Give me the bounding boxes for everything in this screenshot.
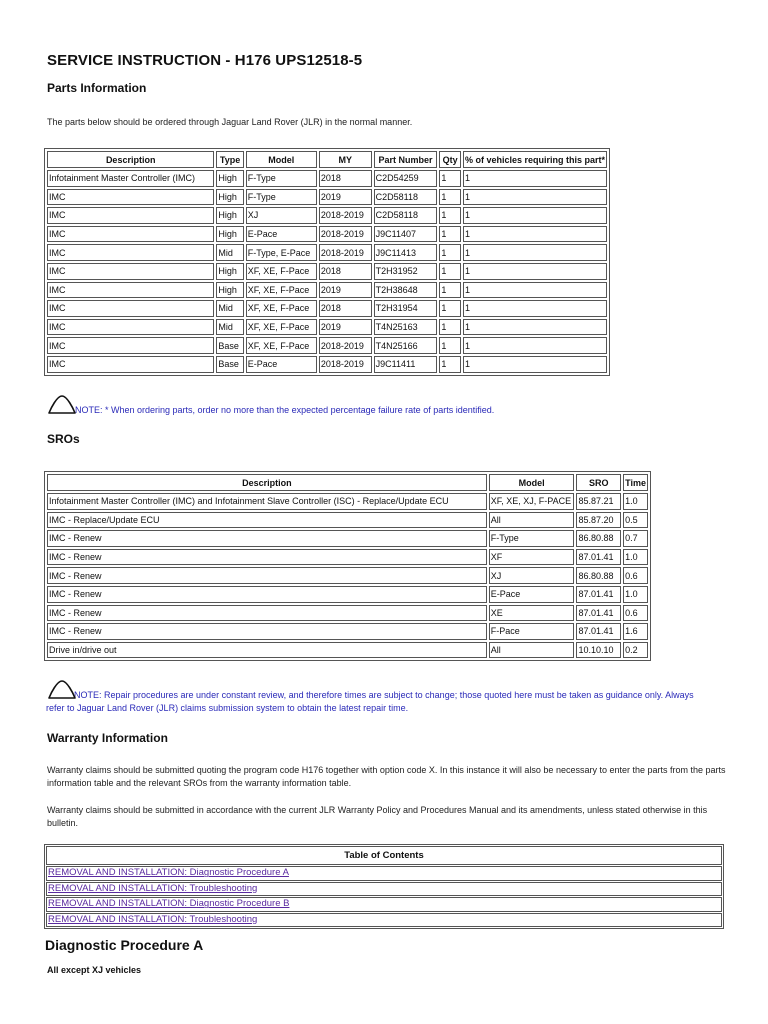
- parts-table-row-cell: 1: [439, 337, 461, 354]
- parts-table-row-cell: IMC: [47, 282, 214, 299]
- sros-table-row-cell: IMC - Renew: [47, 586, 487, 603]
- sros-table-row-cell: F-Pace: [489, 623, 575, 640]
- sros-table-row-cell: IMC - Renew: [47, 605, 487, 622]
- parts-table-header-row: [47, 151, 607, 168]
- parts-col-description: Description: [47, 151, 214, 168]
- parts-table-row-cell: 1: [439, 282, 461, 299]
- parts-table-row-cell: High: [216, 263, 243, 280]
- parts-table-row-cell: IMC: [47, 226, 214, 243]
- parts-table-row: [47, 282, 607, 299]
- parts-table-row-cell: Mid: [216, 244, 243, 261]
- parts-table-row-cell: IMC: [47, 337, 214, 354]
- parts-table-row-cell: High: [216, 207, 243, 224]
- parts-table-row-cell: Mid: [216, 319, 243, 336]
- parts-table-row: [47, 170, 607, 187]
- parts-col-model: Model: [246, 151, 317, 168]
- sros-table-row-cell: Infotainment Master Controller (IMC) and Infotainment Slave Controller (ISC) - Replace/Update ECU: [47, 493, 487, 510]
- parts-table-row-cell: XF, XE, F-Pace: [246, 282, 317, 299]
- parts-table-row-cell: High: [216, 189, 243, 206]
- sros-table-row: [47, 530, 648, 547]
- sros-col-description: Description: [47, 474, 487, 491]
- parts-table-row-cell: Base: [216, 337, 243, 354]
- sros-table-row-cell: IMC - Replace/Update ECU: [47, 512, 487, 529]
- parts-table-row: [47, 337, 607, 354]
- warranty-paragraph-2: Warranty claims should be submitted in accordance with the current JLR Warranty Policy and Procedures Manual and its amendments, unless stated otherwise in this bulletin.: [47, 805, 708, 828]
- sros-table-row-cell: IMC - Renew: [47, 567, 487, 584]
- parts-table-row-cell: F-Type: [246, 170, 317, 187]
- sros-col-model: Model: [489, 474, 575, 491]
- sros-table-row-cell: 87.01.41: [576, 549, 621, 566]
- sros-table-row-cell: All: [489, 512, 575, 529]
- sros-table-row-cell: 85.87.20: [576, 512, 621, 529]
- sros-table-row-cell: 0.6: [623, 605, 648, 622]
- warranty-information-heading: Warranty Information: [47, 731, 168, 745]
- parts-table-row-cell: 2019: [319, 189, 372, 206]
- parts-table-row-cell: 1: [463, 189, 607, 206]
- parts-table-row-cell: Base: [216, 356, 243, 373]
- sros-table-row: [47, 586, 648, 603]
- sros-table-row: [47, 605, 648, 622]
- sros-note: [47, 689, 712, 714]
- parts-col-my: MY: [319, 151, 372, 168]
- parts-table-row-cell: IMC: [47, 300, 214, 317]
- sros-table-row-cell: IMC - Renew: [47, 623, 487, 640]
- sros-table-row-cell: XE: [489, 605, 575, 622]
- parts-table-row-cell: J9C11407: [374, 226, 438, 243]
- sros-table-row-cell: 1.0: [623, 586, 648, 603]
- parts-table-row-cell: 1: [463, 226, 607, 243]
- parts-table-row-cell: IMC: [47, 244, 214, 261]
- parts-table-row-cell: High: [216, 282, 243, 299]
- parts-col-percent: % of vehicles requiring this part*: [463, 151, 607, 168]
- sros-table-row-cell: IMC - Renew: [47, 530, 487, 547]
- parts-table-row: [47, 263, 607, 280]
- parts-table-row-cell: IMC: [47, 207, 214, 224]
- parts-table-row-cell: 1: [439, 207, 461, 224]
- parts-table-row-cell: E-Pace: [246, 356, 317, 373]
- parts-table-row-cell: 1: [463, 263, 607, 280]
- sros-note-text: NOTE: Repair procedures are under constant review, and therefore times are subject to change; those quoted here must be taken as guidance only. Always refer to Jaguar Land Rover (JLR) claims submission system to obtain the latest repair time.: [46, 690, 694, 713]
- parts-table-row-cell: 2018-2019: [319, 337, 372, 354]
- parts-table-row-cell: C2D54259: [374, 170, 438, 187]
- parts-table-row-cell: High: [216, 226, 243, 243]
- parts-information-heading: Parts Information: [47, 81, 147, 95]
- parts-table-row-cell: Infotainment Master Controller (IMC): [47, 170, 214, 187]
- sros-table-row-cell: All: [489, 642, 575, 659]
- sros-table-row-cell: 0.2: [623, 642, 648, 659]
- parts-table-row-cell: 2018: [319, 263, 372, 280]
- parts-table-row-cell: 1: [439, 300, 461, 317]
- sros-table-row-cell: 86.80.88: [576, 530, 621, 547]
- parts-table-row-cell: 2019: [319, 319, 372, 336]
- sros-table-row: [47, 567, 648, 584]
- sros-table-header-row: [47, 474, 648, 491]
- parts-table-row-cell: IMC: [47, 319, 214, 336]
- parts-table-row-cell: 1: [439, 263, 461, 280]
- sros-table-row-cell: 86.80.88: [576, 567, 621, 584]
- sros-table-row-cell: 87.01.41: [576, 586, 621, 603]
- caution-triangle-icon: [47, 679, 77, 701]
- parts-table-row-cell: 1: [463, 282, 607, 299]
- parts-table-row-cell: F-Type, E-Pace: [246, 244, 317, 261]
- parts-table-row: [47, 300, 607, 317]
- sros-table-row-cell: 0.7: [623, 530, 648, 547]
- parts-table-row-cell: T2H38648: [374, 282, 438, 299]
- parts-note-text: NOTE: * When ordering parts, order no more than the expected percentage failure rate of parts identified.: [75, 405, 495, 415]
- parts-table-row-cell: XF, XE, F-Pace: [246, 319, 317, 336]
- parts-table-row-cell: 1: [439, 356, 461, 373]
- parts-table-row-cell: F-Type: [246, 189, 317, 206]
- parts-table-row-cell: 1: [463, 170, 607, 187]
- parts-table-row-cell: 1: [439, 244, 461, 261]
- parts-table-row-cell: T2H31952: [374, 263, 438, 280]
- sros-table-row-cell: XF: [489, 549, 575, 566]
- sros-table-row-cell: 1.0: [623, 493, 648, 510]
- sros-col-sro: SRO: [576, 474, 621, 491]
- parts-table-row-cell: E-Pace: [246, 226, 317, 243]
- sros-table-row-cell: IMC - Renew: [47, 549, 487, 566]
- parts-table-row-cell: 2018-2019: [319, 207, 372, 224]
- parts-table-row-cell: High: [216, 170, 243, 187]
- parts-table-row: [47, 189, 607, 206]
- parts-table-row-cell: 2018: [319, 300, 372, 317]
- parts-table-row-cell: 1: [439, 170, 461, 187]
- sros-table-row: [47, 623, 648, 640]
- sros-table-row-cell: 87.01.41: [576, 623, 621, 640]
- sros-table-row: [47, 512, 648, 529]
- sros-table-body: [47, 493, 648, 658]
- parts-table-row-cell: IMC: [47, 189, 214, 206]
- parts-table-row: [47, 244, 607, 261]
- sros-table-row-cell: 0.5: [623, 512, 648, 529]
- toc-link-troubleshooting-2[interactable]: REMOVAL AND INSTALLATION: Troubleshooting: [48, 913, 258, 925]
- parts-table-row-cell: 1: [463, 337, 607, 354]
- parts-table-row-cell: 2018-2019: [319, 244, 372, 261]
- sros-table-row-cell: 0.6: [623, 567, 648, 584]
- table-of-contents: [44, 844, 724, 929]
- diagnostic-procedure-a-heading: Diagnostic Procedure A: [45, 937, 204, 953]
- parts-table-row-cell: Mid: [216, 300, 243, 317]
- parts-table-row-cell: 1: [463, 356, 607, 373]
- parts-table-body: [47, 170, 607, 373]
- parts-table-row-cell: IMC: [47, 263, 214, 280]
- parts-note: [47, 404, 712, 417]
- parts-table-row-cell: 1: [463, 319, 607, 336]
- parts-table-row-cell: C2D58118: [374, 207, 438, 224]
- parts-table-row: [47, 226, 607, 243]
- sros-table-row-cell: E-Pace: [489, 586, 575, 603]
- parts-table-row: [47, 319, 607, 336]
- sros-table-row-cell: 85.87.21: [576, 493, 621, 510]
- parts-table-row-cell: 2019: [319, 282, 372, 299]
- sros-table-row: [47, 493, 648, 510]
- sros-table-row-cell: F-Type: [489, 530, 575, 547]
- parts-table-row-cell: IMC: [47, 356, 214, 373]
- warranty-paragraph-1: Warranty claims should be submitted quoting the program code H176 together with option code X. In this instance it will also be necessary to enter the parts from the parts information table and the relevant SROs from the warranty information table.: [47, 765, 726, 788]
- caution-triangle-icon: [47, 394, 77, 416]
- sros-table-row-cell: XF, XE, XJ, F-PACE: [489, 493, 575, 510]
- parts-table-row-cell: 2018: [319, 170, 372, 187]
- toc-link-troubleshooting-1[interactable]: REMOVAL AND INSTALLATION: Troubleshooting: [48, 882, 258, 894]
- parts-table-row-cell: XF, XE, F-Pace: [246, 337, 317, 354]
- sros-table-row: [47, 642, 648, 659]
- sros-heading: SROs: [47, 432, 80, 446]
- parts-table-row-cell: XF, XE, F-Pace: [246, 300, 317, 317]
- sros-table-row: [47, 549, 648, 566]
- parts-table-row-cell: 1: [463, 300, 607, 317]
- parts-table-row-cell: 1: [463, 207, 607, 224]
- parts-table-row-cell: T2H31954: [374, 300, 438, 317]
- parts-col-part-number: Part Number: [374, 151, 438, 168]
- parts-table-row-cell: 2018-2019: [319, 226, 372, 243]
- parts-table-row-cell: 1: [439, 189, 461, 206]
- parts-table: [44, 148, 610, 376]
- sros-table-row-cell: 10.10.10: [576, 642, 621, 659]
- vehicle-scope-note: All except XJ vehicles: [47, 965, 142, 975]
- parts-table-row-cell: 1: [463, 244, 607, 261]
- parts-table-row-cell: 2018-2019: [319, 356, 372, 373]
- document-title: SERVICE INSTRUCTION - H176 UPS12518-5: [47, 52, 363, 69]
- toc-header: Table of Contents: [46, 846, 722, 865]
- parts-intro-text: The parts below should be ordered through Jaguar Land Rover (JLR) in the normal manner.: [47, 117, 413, 127]
- sros-col-time: Time: [623, 474, 648, 491]
- toc-link-diagnostic-procedure-a[interactable]: REMOVAL AND INSTALLATION: Diagnostic Procedure A: [48, 867, 289, 879]
- sros-table-row-cell: XJ: [489, 567, 575, 584]
- parts-table-row-cell: J9C11411: [374, 356, 438, 373]
- parts-col-type: Type: [216, 151, 243, 168]
- sros-table: [44, 471, 651, 661]
- parts-table-row-cell: J9C11413: [374, 244, 438, 261]
- parts-table-row-cell: C2D58118: [374, 189, 438, 206]
- parts-table-row-cell: T4N25166: [374, 337, 438, 354]
- sros-table-row-cell: 87.01.41: [576, 605, 621, 622]
- parts-table-row-cell: XJ: [246, 207, 317, 224]
- sros-table-row-cell: Drive in/drive out: [47, 642, 487, 659]
- parts-table-row-cell: 1: [439, 226, 461, 243]
- parts-table-row: [47, 207, 607, 224]
- sros-table-row-cell: 1.0: [623, 549, 648, 566]
- parts-table-row: [47, 356, 607, 373]
- sros-table-row-cell: 1.6: [623, 623, 648, 640]
- parts-table-row-cell: XF, XE, F-Pace: [246, 263, 317, 280]
- parts-col-qty: Qty: [439, 151, 461, 168]
- toc-link-diagnostic-procedure-b[interactable]: REMOVAL AND INSTALLATION: Diagnostic Procedure B: [48, 898, 290, 910]
- parts-table-row-cell: 1: [439, 319, 461, 336]
- parts-table-row-cell: T4N25163: [374, 319, 438, 336]
